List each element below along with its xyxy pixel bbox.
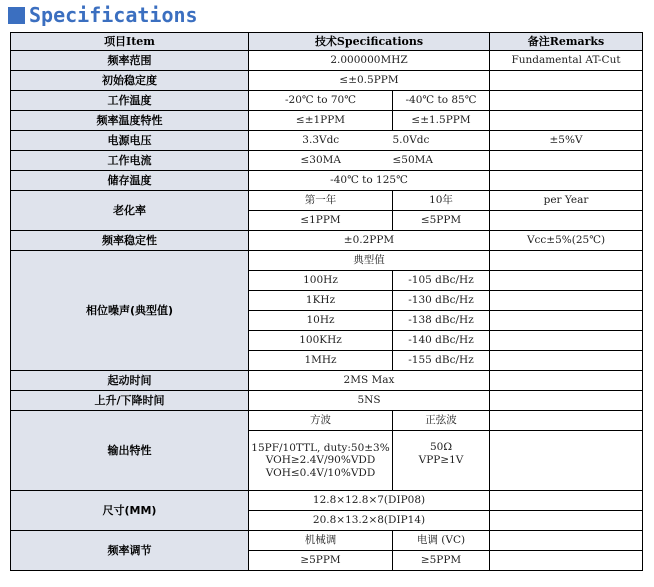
- cell-remark: per Year: [490, 191, 643, 211]
- cell-remark: [490, 171, 643, 191]
- cell-remark: [490, 511, 643, 531]
- cell-remark: Vcc±5%(25℃): [490, 231, 643, 251]
- table-row: [11, 531, 643, 551]
- row-label: 相位噪声(典型值): [11, 251, 249, 371]
- table-row: [11, 51, 643, 71]
- table-header-row: [11, 33, 643, 51]
- cell-value: 3.3Vdc: [249, 131, 393, 151]
- cell-value: ≤30MA: [249, 151, 393, 171]
- cell-value: 12.8×12.8×7(DIP08): [249, 491, 490, 511]
- table-row: [11, 151, 643, 171]
- cell-value: -130 dBc/Hz: [393, 291, 490, 311]
- row-label: 电源电压: [11, 131, 249, 151]
- cell-value: ≤1PPM: [249, 211, 393, 231]
- header-remarks: 备注Remarks: [490, 33, 643, 51]
- text-line: VOH≥2.4V/90%VDD: [265, 454, 376, 467]
- row-label: 频率温度特性: [11, 111, 249, 131]
- cell-remark: [490, 311, 643, 331]
- row-label: 频率范围: [11, 51, 249, 71]
- row-label: 输出特性: [11, 411, 249, 491]
- cell-remark: [490, 551, 643, 571]
- square-bullet-icon: [8, 7, 25, 24]
- cell-subheader: 第一年: [249, 191, 393, 211]
- text-line: 15PF/10TTL, duty:50±3%: [251, 441, 390, 454]
- text-line: VOH≤0.4V/10%VDD: [265, 466, 376, 479]
- row-label: 频率稳定性: [11, 231, 249, 251]
- cell-value: -140 dBc/Hz: [393, 331, 490, 351]
- row-label: 初始稳定度: [11, 71, 249, 91]
- row-label: 工作电流: [11, 151, 249, 171]
- cell-frequency: 10Hz: [249, 311, 393, 331]
- cell-value: ≤50MA: [393, 151, 490, 171]
- cell-remark: [490, 211, 643, 231]
- cell-value: 2MS Max: [249, 371, 490, 391]
- cell-value: 2.000000MHZ: [249, 51, 490, 71]
- table-row: [11, 391, 643, 411]
- cell-frequency: 100KHz: [249, 331, 393, 351]
- text-line: 50Ω: [429, 441, 453, 453]
- row-label: 工作温度: [11, 91, 249, 111]
- section-heading: [8, 2, 198, 28]
- specifications-table: [10, 32, 643, 571]
- cell-subheader: 机械调: [249, 531, 393, 551]
- cell-remark: [490, 91, 643, 111]
- row-label: 上升/下降时间: [11, 391, 249, 411]
- cell-value: -20℃ to 70℃: [249, 91, 393, 111]
- cell-subheader: 电调 (VC): [393, 531, 490, 551]
- table-row: [11, 371, 643, 391]
- table-row: [11, 111, 643, 131]
- cell-remark: ±5%V: [490, 131, 643, 151]
- cell-value: -155 dBc/Hz: [393, 351, 490, 371]
- cell-remark: [490, 531, 643, 551]
- cell-value: -40℃ to 85℃: [393, 91, 490, 111]
- header-spec: 技术Specifications: [249, 33, 490, 51]
- cell-remark: [490, 151, 643, 171]
- table-row: [11, 231, 643, 251]
- cell-subheader: 方波: [249, 411, 393, 431]
- cell-value: ≤±1PPM: [249, 111, 393, 131]
- cell-remark: [490, 251, 643, 271]
- cell-remark: [490, 431, 643, 491]
- cell-subheader: 典型值: [249, 251, 490, 271]
- cell-value: -138 dBc/Hz: [393, 311, 490, 331]
- text-line: VPP≥1V: [418, 453, 464, 466]
- row-label: 老化率: [11, 191, 249, 231]
- cell-value: ≤5PPM: [393, 211, 490, 231]
- table-row: [11, 191, 643, 211]
- row-label: 起动时间: [11, 371, 249, 391]
- cell-remark: Fundamental AT-Cut: [490, 51, 643, 71]
- cell-value: ±0.2PPM: [249, 231, 490, 251]
- row-label: 频率调节: [11, 531, 249, 571]
- cell-remark: [490, 291, 643, 311]
- cell-remark: [490, 71, 643, 91]
- cell-remark: [490, 371, 643, 391]
- cell-frequency: 1KHz: [249, 291, 393, 311]
- cell-frequency: 100Hz: [249, 271, 393, 291]
- cell-value: ≤±0.5PPM: [249, 71, 490, 91]
- cell-remark: [490, 351, 643, 371]
- cell-subheader: 10年: [393, 191, 490, 211]
- table-row: [11, 91, 643, 111]
- row-label: 尺寸(MM): [11, 491, 249, 531]
- cell-value: ≤±1.5PPM: [393, 111, 490, 131]
- cell-sine-wave: [393, 431, 490, 491]
- cell-remark: [490, 111, 643, 131]
- cell-value: 5.0Vdc: [393, 131, 490, 151]
- cell-square-wave: [249, 431, 393, 491]
- cell-value: ≥5PPM: [249, 551, 393, 571]
- cell-value: 5NS: [249, 391, 490, 411]
- cell-value: 20.8×13.2×8(DIP14): [249, 511, 490, 531]
- cell-value: -105 dBc/Hz: [393, 271, 490, 291]
- cell-remark: [490, 411, 643, 431]
- table-row: [11, 171, 643, 191]
- row-label: 储存温度: [11, 171, 249, 191]
- cell-remark: [490, 271, 643, 291]
- table-row: [11, 251, 643, 271]
- table-row: [11, 491, 643, 511]
- cell-remark: [490, 491, 643, 511]
- table-row: [11, 411, 643, 431]
- table-row: [11, 71, 643, 91]
- cell-value: ≥5PPM: [393, 551, 490, 571]
- cell-value: -40℃ to 125℃: [249, 171, 490, 191]
- table-row: [11, 131, 643, 151]
- cell-remark: [490, 331, 643, 351]
- header-item: 项目Item: [11, 33, 249, 51]
- cell-frequency: 1MHz: [249, 351, 393, 371]
- cell-remark: [490, 391, 643, 411]
- cell-subheader: 正弦波: [393, 411, 490, 431]
- heading-title: Specifications: [29, 3, 198, 27]
